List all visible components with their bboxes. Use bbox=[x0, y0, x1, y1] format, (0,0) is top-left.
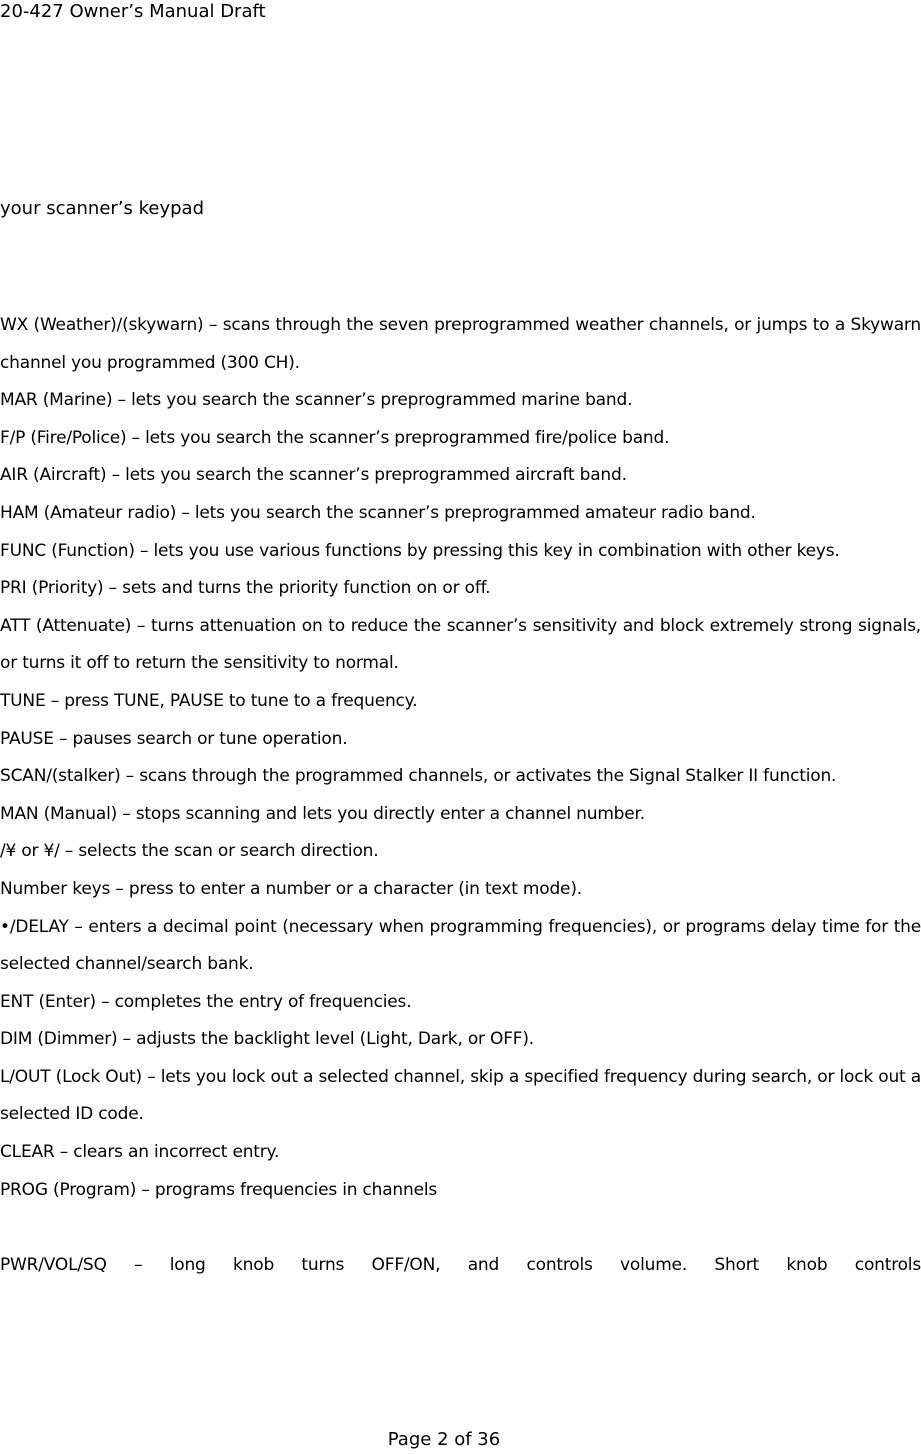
key-description-scan: SCAN/(stalker) – scans through the programmed channels, or activates the Signal Stalker II function. bbox=[0, 766, 837, 787]
key-description-pause: PAUSE – pauses search or tune operation. bbox=[0, 728, 348, 749]
key-description-ham: HAM (Amateur radio) – lets you search the scanner’s preprogrammed amateur radio band. bbox=[0, 502, 756, 523]
key-description-tune: TUNE – press TUNE, PAUSE to tune to a frequency. bbox=[0, 690, 418, 711]
key-description-wx: WX (Weather)/(skywarn) – scans through the seven preprogrammed weather channels, or jumps to a Skywarn channel you programmed (300 CH). bbox=[0, 315, 921, 373]
paragraph-gap bbox=[0, 1209, 921, 1247]
key-description-ent: ENT (Enter) – completes the entry of frequencies. bbox=[0, 991, 412, 1012]
key-description-mar: MAR (Marine) – lets you search the scanner’s preprogrammed marine band. bbox=[0, 390, 633, 411]
key-description-air: AIR (Aircraft) – lets you search the scanner’s preprogrammed aircraft band. bbox=[0, 465, 627, 486]
key-description-func: FUNC (Function) – lets you use various functions by pressing this key in combination with other keys. bbox=[0, 540, 840, 561]
key-description-pri: PRI (Priority) – sets and turns the priority function on or off. bbox=[0, 578, 491, 599]
key-description-direction: /¥ or ¥/ – selects the scan or search direction. bbox=[0, 841, 379, 862]
keypad-description-list bbox=[0, 307, 921, 1285]
key-description-pwr-vol-sq: PWR/VOL/SQ – long knob turns OFF/ON, and controls volume. Short knob controls bbox=[0, 1255, 921, 1276]
key-description-number-keys: Number keys – press to enter a number or a character (in text mode). bbox=[0, 878, 582, 899]
key-description-dim: DIM (Dimmer) – adjusts the backlight level (Light, Dark, or OFF). bbox=[0, 1029, 535, 1050]
key-description-att: ATT (Attenuate) – turns attenuation on to reduce the scanner’s sensitivity and block extremely strong signals, or turns it off to return the sensitivity to normal. bbox=[0, 615, 921, 674]
page-number: Page 2 of 36 bbox=[387, 1429, 501, 1450]
key-description-man: MAN (Manual) – stops scanning and lets you directly enter a channel number. bbox=[0, 803, 645, 824]
page-header: 20-427 Owner’s Manual Draft bbox=[0, 1, 266, 22]
key-description-prog: PROG (Program) – programs frequencies in channels bbox=[0, 1179, 438, 1200]
key-description-clear: CLEAR – clears an incorrect entry. bbox=[0, 1142, 280, 1163]
key-description-fp: F/P (Fire/Police) – lets you search the scanner’s preprogrammed fire/police band. bbox=[0, 427, 670, 448]
key-description-delay: •/DELAY – enters a decimal point (necessary when programming frequencies), or programs delay time for the selected channel/search bank. bbox=[0, 916, 921, 975]
key-description-lout: L/OUT (Lock Out) – lets you lock out a selected channel, skip a specified frequency during search, or lock out a selected ID code. bbox=[0, 1066, 921, 1125]
section-subheading: your scanner’s keypad bbox=[0, 198, 205, 219]
